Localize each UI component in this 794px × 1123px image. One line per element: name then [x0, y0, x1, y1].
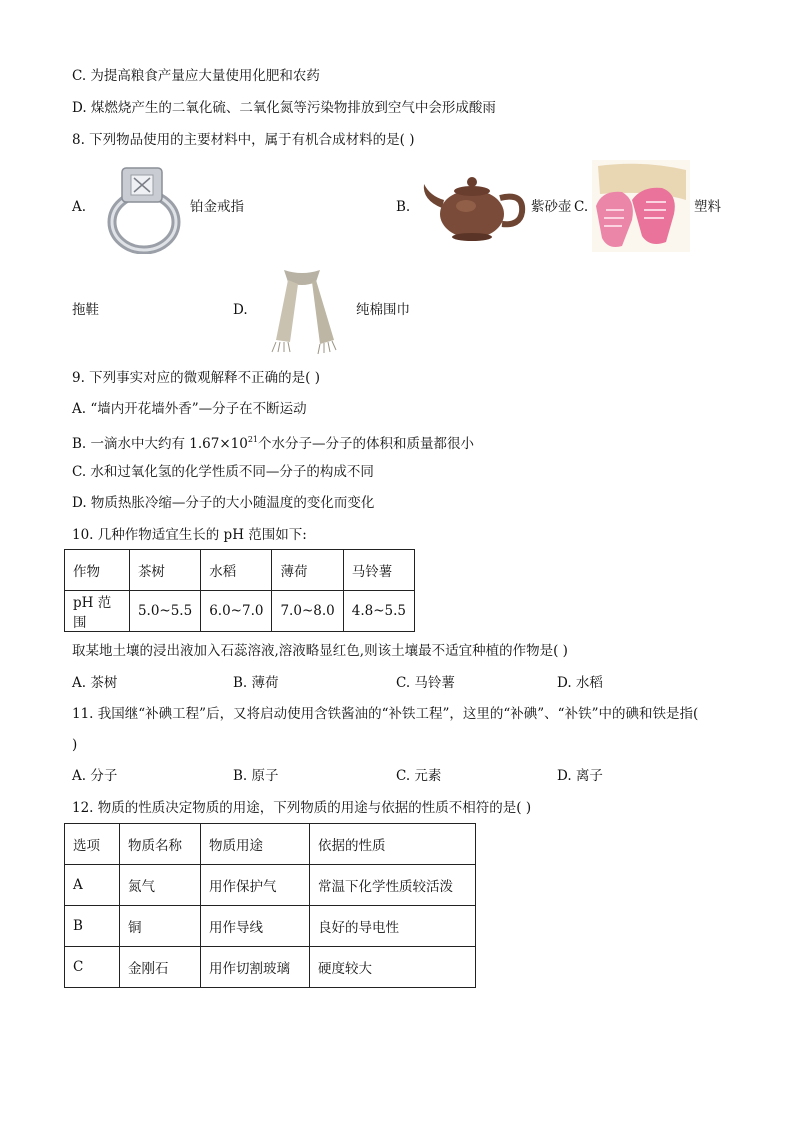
q9-stem: 9. 下列事实对应的微观解释不正确的是( ) — [72, 370, 320, 386]
q9-option-d: D. 物质热胀冷缩—分子的大小随温度的变化而变化 — [72, 495, 375, 511]
ring-image — [104, 162, 184, 254]
q11-option-b: B. 原子 — [233, 768, 279, 784]
q8-c-text-wrap: 拖鞋 — [72, 302, 99, 318]
table-row — [65, 947, 476, 988]
q7-option-d: D. 煤燃烧产生的二氧化硫、二氧化氮等污染物排放到空气中会形成酸雨 — [72, 100, 496, 116]
q8-c-text: 塑料 — [694, 199, 721, 215]
q10-follow-text: 取某地土壤的浸出液加入石蕊溶液,溶液略显红色,则该土壤最不适宜种植的作物是( ) — [72, 643, 568, 659]
q9-option-b — [72, 430, 474, 454]
table-cell: 用作切割玻璃 — [201, 947, 310, 988]
q11-stem: 11. 我国继“补碘工程”后，又将启动使用含铁酱油的“补铁工程”，这里的“补碘”、“补铁”中的碘和铁是指( — [72, 706, 699, 722]
slippers-image — [592, 160, 690, 252]
scarf-image — [254, 266, 350, 354]
q11-stem-close: ) — [72, 737, 78, 753]
q9-option-b-post: 个水分子—分子的体积和质量都很小 — [258, 436, 475, 452]
table-row — [65, 906, 476, 947]
q8-stem: 8. 下列物品使用的主要材料中，属于有机合成材料的是( ) — [72, 132, 415, 148]
table-row — [65, 824, 476, 865]
q8-d-letter: D. — [233, 302, 248, 318]
q11-option-d: D. 离子 — [557, 768, 603, 784]
table-cell: 用作导线 — [201, 906, 310, 947]
table-row — [65, 591, 415, 632]
table-cell: 茶树 — [129, 550, 200, 591]
table-cell: 薄荷 — [272, 550, 343, 591]
table-cell: 物质用途 — [201, 824, 310, 865]
table-cell: 依据的性质 — [310, 824, 476, 865]
q9-option-c: C. 水和过氧化氢的化学性质不同—分子的构成不同 — [72, 464, 374, 480]
ph-table — [64, 549, 415, 632]
q8-b-text: 紫砂壶 — [531, 199, 572, 215]
table-cell: 6.0~7.0 — [201, 591, 272, 632]
q10-option-a: A. 茶树 — [72, 675, 118, 691]
q8-d-text: 纯棉围巾 — [356, 302, 410, 318]
property-table — [64, 823, 476, 988]
table-cell: 作物 — [65, 550, 130, 591]
table-cell: 5.0~5.5 — [129, 591, 200, 632]
q10-option-d: D. 水稻 — [557, 675, 603, 691]
q10-option-b: B. 薄荷 — [233, 675, 279, 691]
q8-c-letter: C. — [574, 199, 589, 215]
table-cell: 硬度较大 — [310, 947, 476, 988]
q11-option-a: A. 分子 — [72, 768, 118, 784]
q11-option-c: C. 元素 — [396, 768, 442, 784]
q8-a-letter: A. — [72, 199, 87, 215]
q8-b-letter: B. — [396, 199, 411, 215]
table-cell: 4.8~5.5 — [343, 591, 414, 632]
table-cell: pH 范围 — [65, 591, 130, 632]
table-row — [65, 865, 476, 906]
table-cell: 金刚石 — [120, 947, 201, 988]
q8-a-text: 铂金戒指 — [190, 199, 244, 215]
table-cell: 选项 — [65, 824, 120, 865]
table-cell: 物质名称 — [120, 824, 201, 865]
table-cell: 水稻 — [201, 550, 272, 591]
q9-option-b-exponent: 21 — [247, 435, 259, 444]
table-cell: 用作保护气 — [201, 865, 310, 906]
table-cell: 常温下化学性质较活泼 — [310, 865, 476, 906]
q9-option-b-pre: B. 一滴水中大约有 1.67×10 — [72, 436, 248, 452]
table-row — [65, 550, 415, 591]
teapot-image — [420, 170, 530, 244]
table-cell: A — [65, 865, 120, 906]
q7-option-c: C. 为提高粮食产量应大量使用化肥和农药 — [72, 68, 320, 84]
table-cell: C — [65, 947, 120, 988]
table-cell: B — [65, 906, 120, 947]
q10-stem: 10. 几种作物适宜生长的 pH 范围如下: — [72, 527, 307, 543]
q12-stem: 12. 物质的性质决定物质的用途，下列物质的用途与依据的性质不相符的是( ) — [72, 800, 532, 816]
table-cell: 铜 — [120, 906, 201, 947]
table-cell: 7.0~8.0 — [272, 591, 343, 632]
table-cell: 马铃薯 — [343, 550, 414, 591]
table-cell: 氮气 — [120, 865, 201, 906]
q9-option-a: A. “墙内开花墙外香”—分子在不断运动 — [72, 401, 307, 417]
q10-option-c: C. 马铃薯 — [396, 675, 455, 691]
table-cell: 良好的导电性 — [310, 906, 476, 947]
